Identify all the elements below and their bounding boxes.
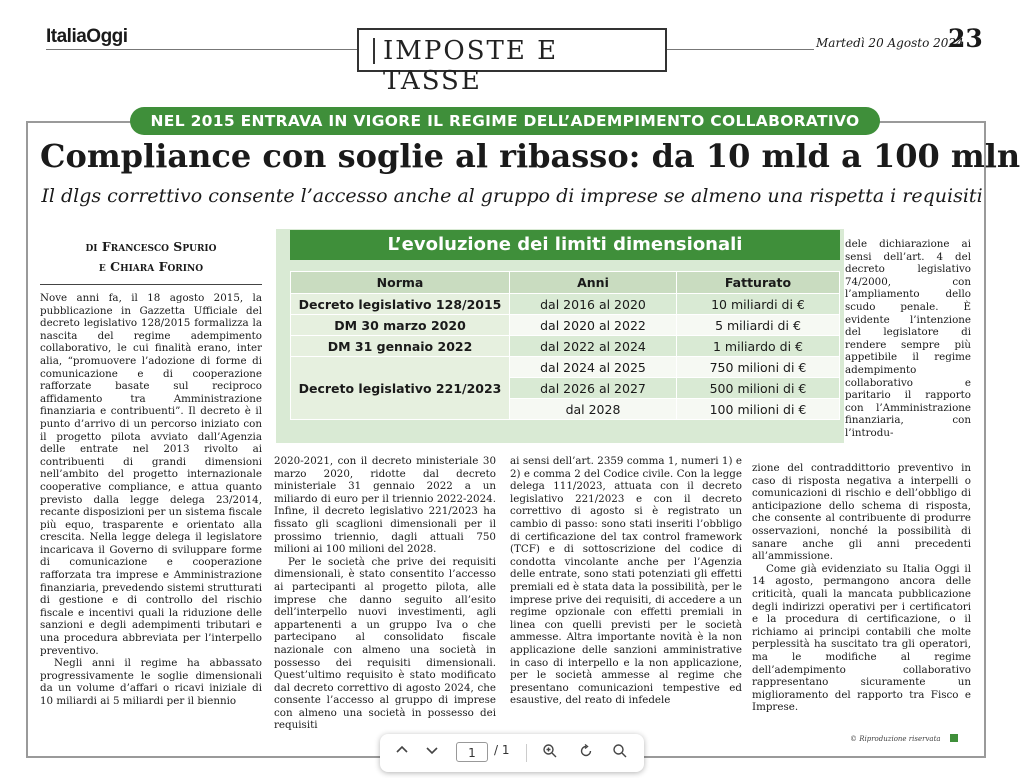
header-rule-right: [667, 49, 814, 50]
table-cell-norma: Decreto legislativo 221/2023: [291, 357, 510, 420]
article-column-4: [752, 462, 971, 742]
rotate-icon[interactable]: [576, 743, 596, 763]
table-cell-fatturato: 100 milioni di €: [677, 399, 840, 420]
table-cell-anni: dal 2020 al 2022: [510, 315, 677, 336]
page-number-input[interactable]: 1: [456, 742, 488, 762]
byline: [40, 237, 262, 277]
paragraph: Nove anni fa, il 18 agosto 2015, la pubblicazione in Gazzetta Ufficiale del decreto legislativo 128/2015 formalizza la nascita del regime adempimento collaborativo, le cui finalità erano, inter alia, “promuovere l’adozione di forme di comunicazione e di cooperazione rafforzate basate sul reciproco affidamento tra Amministrazione finanziaria e contribuenti”. Il decreto è il punto d’arrivo di un percorso iniziato con il progetto pilota avviato dall’Agenzia delle entrate nel 2013 rivolto ai contribuenti di grandi dimensioni nell’ambito del progetto internazionale cooperative compliance, e attua quanto previsto dalla legge delega 23/2014, recante disposizioni per un sistema fiscale più equo, trasparente e orientato alla crescita. Nella legge delega il legislatore incaricava il Governo di sviluppare forme di comunicazione e cooperazione rafforzata tra imprese e Amministrazione finanziaria, prevedendo sistemi strutturati di gestione e di controllo del rischio fiscale e incentivi quali la riduzione delle sanzioni e degli adempimenti tributari e una procedura abbreviata per l’interpello preventivo.: [40, 292, 262, 657]
section-title: IMPOSTE E TASSE: [383, 36, 559, 96]
byline-author-1: di Francesco Spurio: [85, 239, 217, 254]
table-row: [291, 336, 840, 357]
table-header-anni: Anni: [510, 272, 677, 294]
table-cell-anni: dal 2016 al 2020: [510, 294, 677, 315]
table-cell-anni: dal 2026 al 2027: [510, 378, 677, 399]
table-row: [291, 357, 840, 378]
subheadline: Il dlgs correttivo consente l’accesso anche al gruppo di imprese se almeno una rispetta i requisiti: [41, 185, 983, 207]
article-column-4-top: [845, 238, 971, 460]
kicker: NEL 2015 ENTRAVA IN VIGORE IL REGIME DELL’ADEMPIMENTO COLLABORATIVO: [130, 107, 880, 135]
search-icon[interactable]: [610, 743, 630, 763]
chevron-down-icon[interactable]: [422, 743, 442, 763]
copyright-credit: © Riproduzione riservata: [850, 735, 941, 743]
article-column-2: [274, 455, 496, 753]
table-cell-norma: DM 31 gennaio 2022: [291, 336, 510, 357]
table-cell-anni: dal 2024 al 2025: [510, 357, 677, 378]
paragraph: ai sensi dell’art. 2359 comma 1, numeri 1) e 2) e comma 2 del Codice civile. Con la legge delega 111/2023, attuata con il decreto legislativo 221/2023 e con il decreto correttivo di agosto si è registrato un cambio di passo: sono stati inseriti l’obbligo di certificazione del tax control framework (TCF) e di sottoscrizione del codice di condotta vincolante anche per l’Agenzia delle entrate, sono stati potenziati gli effetti premiali ed è stata data la possibilità, per le imprese prive dei requisiti, di accedere a un regime opzionale con effetti premiali in linea con quelli previsti per le società ammesse. Altra importante novità è la non applicazione delle sanzioni amministrative in caso di interpello e la non applicazione, per le società ammesse al regime che presentano comunicazioni tempestive ed esaustive, del reato di infedele: [510, 455, 742, 707]
table-cell-fatturato: 1 miliardo di €: [677, 336, 840, 357]
page-total: / 1: [494, 743, 510, 757]
paragraph: dele dichiarazione ai sensi dell’art. 4 del decreto legislativo 74/2000, con l’ampliamento dello scudo penale. È evidente l’intenzione del legislatore di rendere sempre più appetibile il regime adempimento collaborativo e paritario il rapporto con l’Amministrazione finanziaria, con l’introdu-: [845, 238, 971, 439]
table-cell-norma: DM 30 marzo 2020: [291, 315, 510, 336]
header-rule-left: [46, 49, 357, 50]
end-mark: [950, 734, 958, 742]
table-cell-fatturato: 10 miliardi di €: [677, 294, 840, 315]
paragraph: zione del contraddittorio preventivo in caso di risposta negativa a interpelli o comunicazioni di rischio e dell’obbligo di anticipazione dello schema di risposta, che consente al contribuente di produrre osservazioni, nonché la possibilità di sanare anche gli anni precedenti all’ammissione.: [752, 462, 971, 563]
dateline: Martedì 20 Agosto 2024: [816, 36, 964, 50]
masthead-logo: ItaliaOggi: [46, 26, 128, 47]
pdf-toolbar: [380, 734, 644, 772]
table-cell-fatturato: 5 miliardi di €: [677, 315, 840, 336]
headline: Compliance con soglie al ribasso: da 10 mld a 100 mln: [40, 137, 1021, 175]
table-header-row: [291, 272, 840, 294]
paragraph: Come già evidenziato su Italia Oggi il 14 agosto, permangono ancora delle criticità, quali la mancata pubblicazione degli indirizzi operativi per i certificatori e la procedura di certificazione, o il richiamo ai principi contabili che molte perplessità ha suscitato tra gli operatori, ma le modifiche al regime dell’adempimento collaborativo rappresentano sicuramente un miglioramento del rapporto tra Fisco e Imprese.: [752, 562, 971, 714]
table-cell-fatturato: 750 milioni di €: [677, 357, 840, 378]
page-number: 23: [948, 24, 983, 53]
table-cell-norma: Decreto legislativo 128/2015: [291, 294, 510, 315]
table-cell-anni: dal 2028: [510, 399, 677, 420]
table-row: [291, 294, 840, 315]
article-column-3: [510, 455, 742, 753]
chevron-up-icon[interactable]: [392, 743, 412, 763]
table-title: L’evoluzione dei limiti dimensionali: [290, 230, 840, 260]
limits-table: [290, 271, 840, 420]
byline-divider: [40, 284, 262, 285]
paragraph: Per le società che prive dei requisiti dimensionali, è stato consentito l’accesso ai partecipanti al progetto pilota, alle imprese che danno seguito all’esito dell’interpello nuovi investimenti, agli appartenenti a un gruppo Iva o che partecipano al consolidato fiscale nazionale con almeno una società in possesso dei requisiti dimensionali. Quest’ultimo requisito è stato modificato dal decreto correttivo di agosto 2024, che consente l’accesso al gruppo di imprese con almeno una società in possesso dei requisiti: [274, 555, 496, 732]
article-column-1: [40, 292, 262, 752]
section-header: [357, 28, 667, 96]
byline-author-2: e Chiara Forino: [98, 259, 204, 274]
table-cell-fatturato: 500 milioni di €: [677, 378, 840, 399]
toolbar-divider: [526, 744, 527, 762]
table-header-norma: Norma: [291, 272, 510, 294]
table-row: [291, 315, 840, 336]
zoom-in-icon[interactable]: [540, 743, 560, 763]
paragraph: Negli anni il regime ha abbassato progressivamente le soglie dimensionali da un volume d’affari o ricavi iniziale di 10 miliardi ai 5 miliardi per il biennio: [40, 657, 262, 707]
paragraph: 2020-2021, con il decreto ministeriale 30 marzo 2020, ridotte dal decreto ministeriale 31 gennaio 2022 a un miliardo di euro per il triennio 2022-2024. Infine, il decreto legislativo 221/2023 ha fissato gli scaglioni dimensionali per il prossimo triennio, dagli attuali 750 milioni ai 100 milioni del 2028.: [274, 455, 496, 556]
table-header-fatturato: Fatturato: [677, 272, 840, 294]
table-cell-anni: dal 2022 al 2024: [510, 336, 677, 357]
